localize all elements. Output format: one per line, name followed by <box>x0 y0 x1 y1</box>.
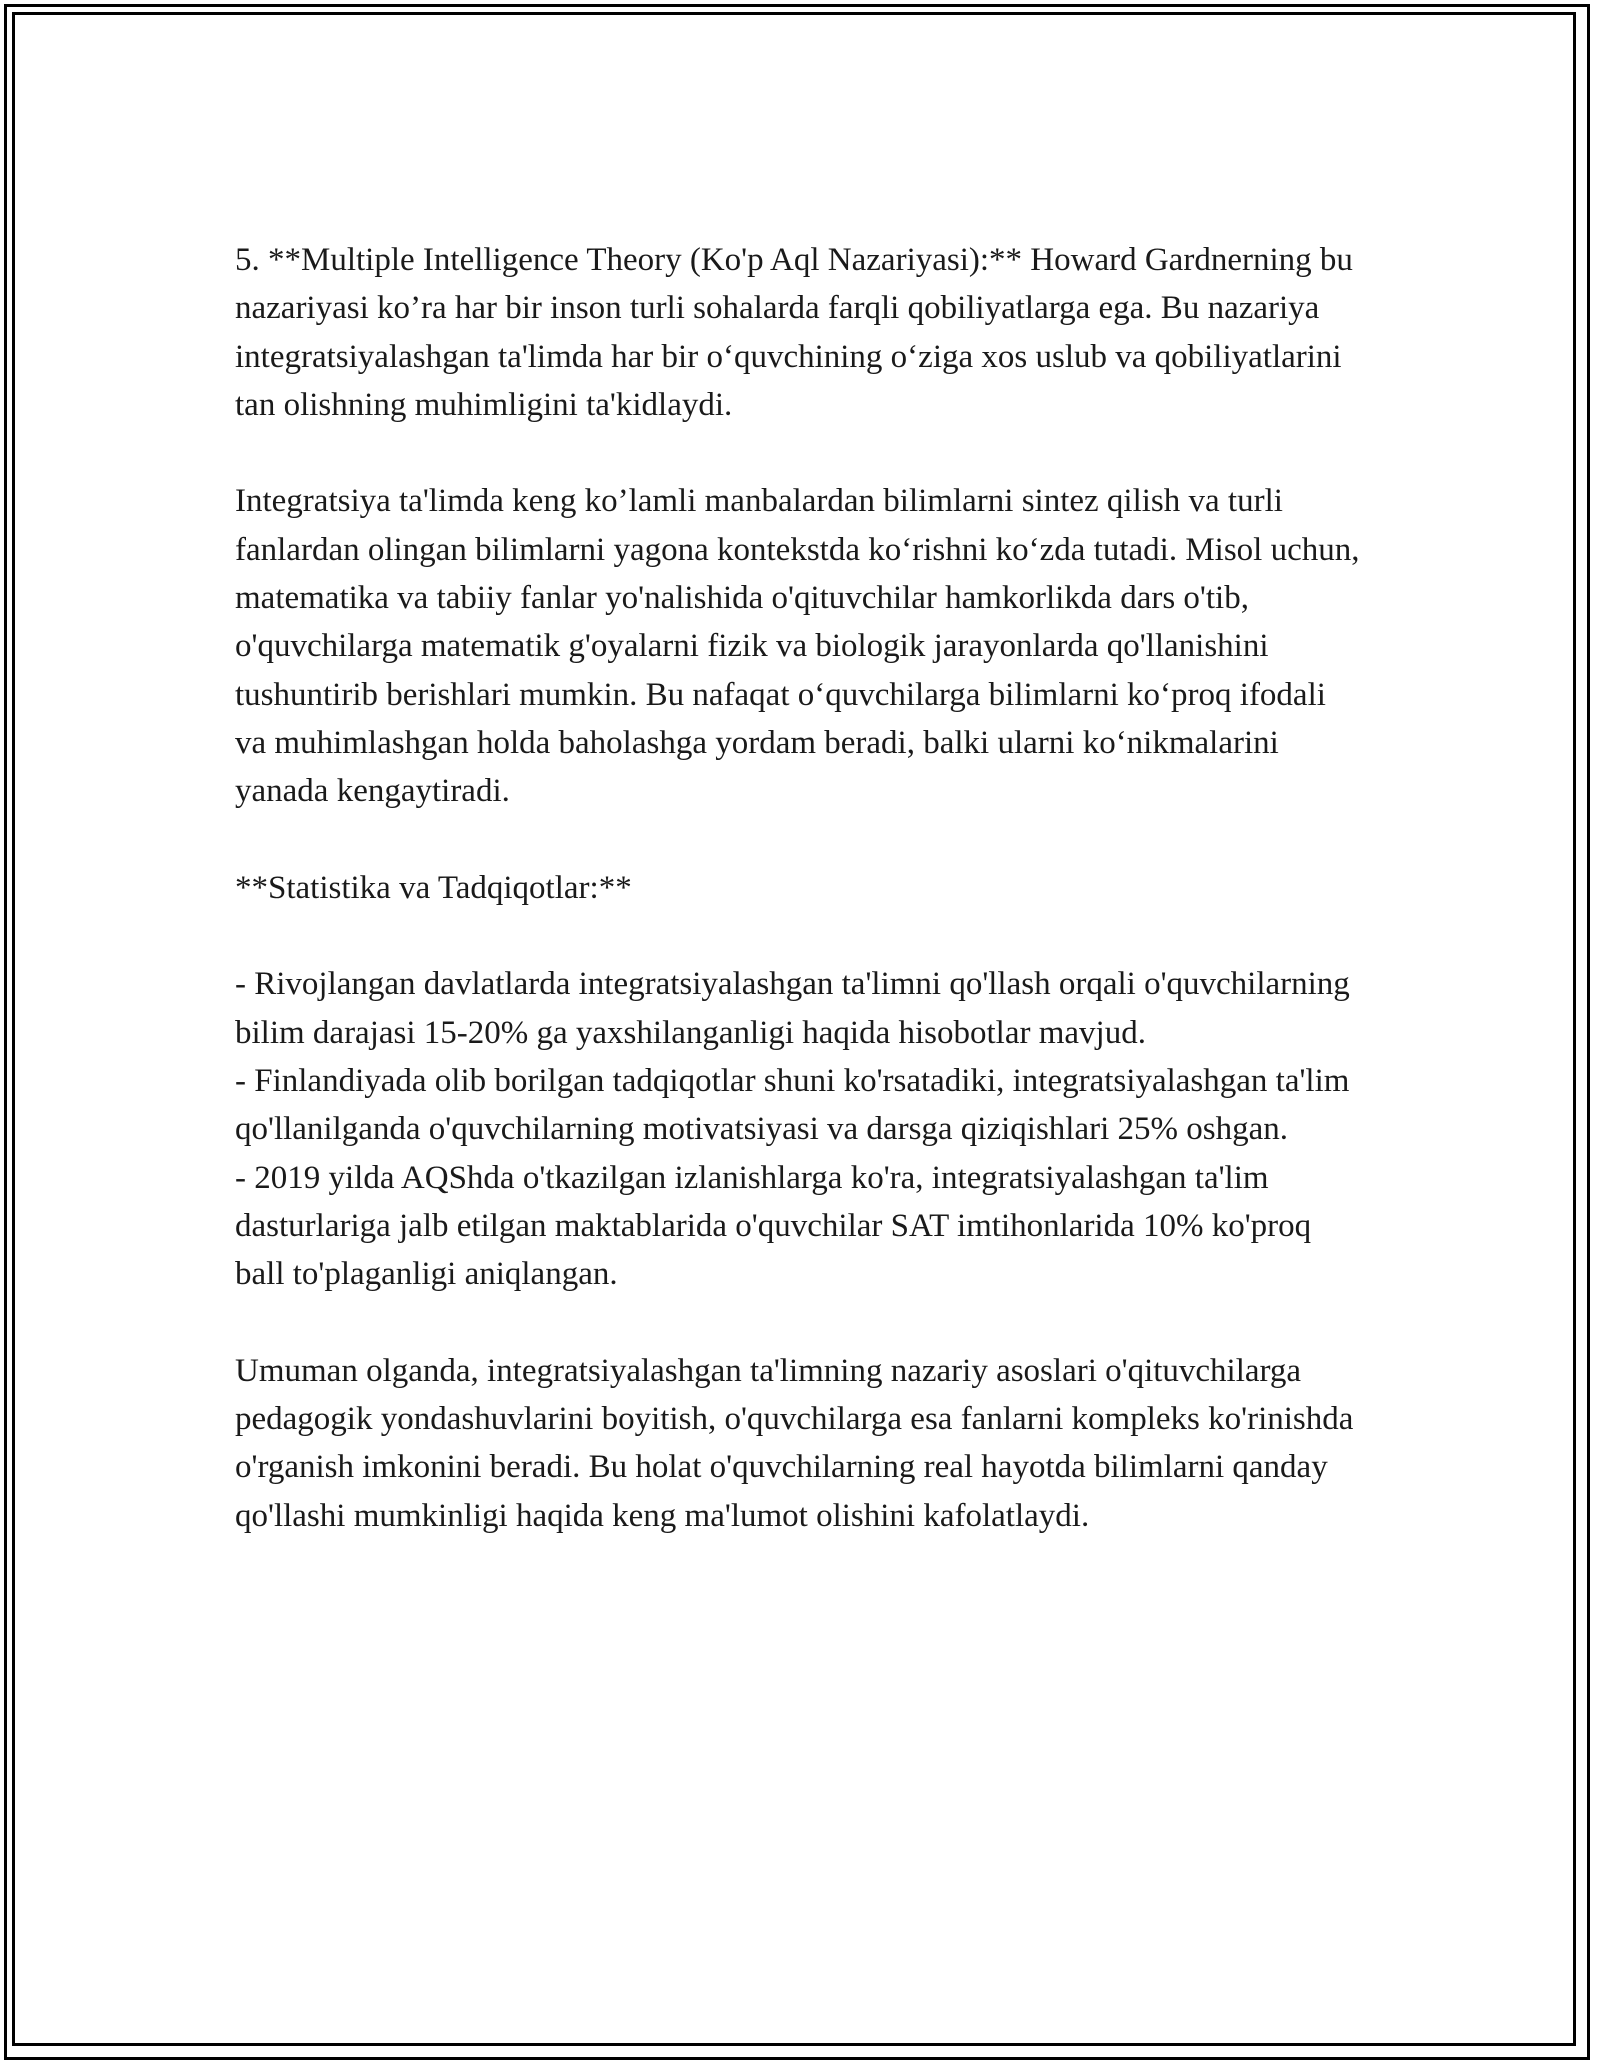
paragraph-gap <box>235 816 1365 864</box>
section-heading-statistics: **Statistika va Tadqiqotlar:** <box>235 869 632 906</box>
document-body <box>235 236 1365 1540</box>
bullet-item-usa: - 2019 yilda AQShda o'tkazilgan izlanishlarga ko'ra, integratsiyalashgan ta'lim dasturlariga jalb etilgan maktablarida o'quvchilar SAT imtihonlarida 10% ko'proq ball to'plaganligi aniqlangan. <box>235 1159 1312 1293</box>
paragraph-multiple-intelligence: 5. **Multiple Intelligence Theory (Ko'p Aql Nazariyasi):** Howard Gardnerning bu nazariyasi ko’ra har bir inson turli sohalarda farqli qobiliyatlarga ega. Bu nazariya integratsiyalashgan ta'limda har bir o‘quvchining o‘ziga xos uslub va qobiliyatlarini tan olishning muhimligini ta'kidlaydi. <box>235 242 1353 423</box>
paragraph-integration: Integratsiya ta'limda keng ko’lamli manbalardan bilimlarni sintez qilish va turli fanlardan olingan bilimlarni yagona kontekstda ko‘rishni ko‘zda tutadi. Misol uchun, matematika va tabiiy fanlar yo'nalishida o'qituvchilar hamkorlikda dars o'tib, o'quvchilarga matematik g'oyalarni fizik va biologik jarayonlarda qo'llanishini tushuntirib berishlari mumkin. Bu nafaqat o‘quvchilarga bilimlarni ko‘proq ifodali va muhimlashgan holda baholashga yordam beradi, balki ularni ko‘nikmalarini yanada kengaytiradi. <box>235 483 1360 810</box>
paragraph-gap <box>235 912 1365 960</box>
paragraph-gap <box>235 429 1365 477</box>
bullet-item-finland: - Finlandiyada olib borilgan tadqiqotlar shuni ko'rsatadiki, integratsiyalashgan ta'lim qo'llanilganda o'quvchilarning motivatsiyasi va darsga qiziqishlari 25% oshgan. <box>235 1063 1350 1148</box>
paragraph-gap <box>235 1299 1365 1347</box>
paragraph-conclusion: Umuman olganda, integratsiyalashgan ta'limning nazariy asoslari o'qituvchilarga pedagogik yondashuvlarini boyitish, o'quvchilarga esa fanlarni kompleks ko'rinishda o'rganish imkonini beradi. Bu holat o'quvchilarning real hayotda bilimlarni qanday qo'llashi mumkinligi haqida keng ma'lumot olishini kafolatlaydi. <box>235 1352 1354 1534</box>
bullet-item-developed-countries: - Rivojlangan davlatlarda integratsiyalashgan ta'limni qo'llash orqali o'quvchilarning bilim darajasi 15-20% ga yaxshilanganligi haqida hisobotlar mavjud. <box>235 966 1350 1051</box>
